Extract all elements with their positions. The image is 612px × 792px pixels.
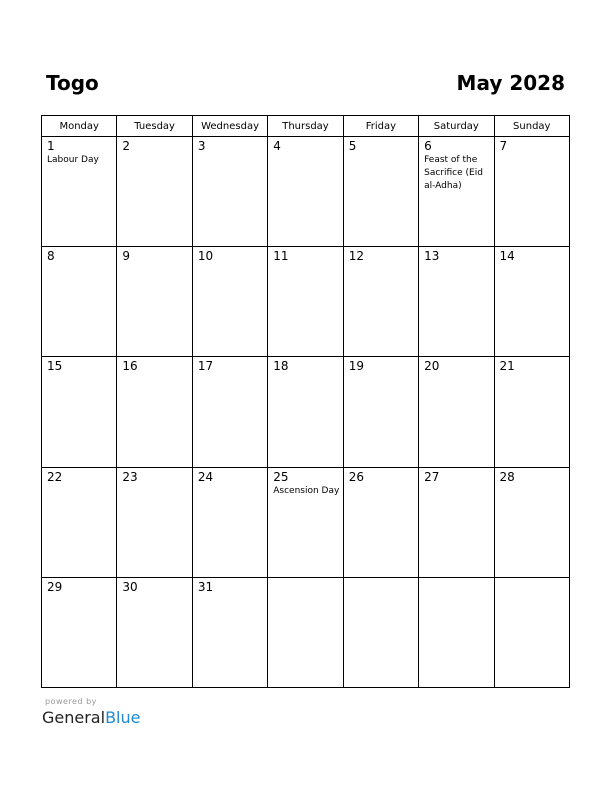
day-cell [42, 577, 117, 687]
day-cell [343, 137, 418, 247]
day-cell [42, 357, 117, 467]
weekday-sunday: Sunday [494, 116, 569, 137]
day-number: 29 [47, 579, 63, 594]
week-row [42, 137, 570, 247]
weekday-wednesday: Wednesday [192, 116, 267, 137]
day-number: 24 [197, 469, 214, 484]
day-cell [268, 137, 343, 247]
week-row [42, 467, 570, 577]
day-number: 1 [47, 139, 55, 153]
day-number: 27 [424, 469, 440, 484]
day-number: 12 [348, 249, 364, 264]
holiday-label: Labour Day [47, 155, 99, 165]
day-cell [192, 467, 267, 577]
day-number: 25 [273, 469, 289, 484]
day-number: 2 [122, 139, 131, 153]
day-cell [494, 357, 569, 467]
calendar-grid [41, 115, 570, 688]
holiday-label: Feast of the Sacrifice (Eid al-Adha) [424, 155, 483, 191]
day-cell [117, 247, 192, 357]
generalblue-logo [42, 708, 140, 728]
brand-blue-text: Blue [105, 708, 141, 727]
day-number: 13 [424, 249, 440, 264]
day-number: 31 [197, 579, 214, 594]
weekday-friday: Friday [343, 116, 418, 137]
day-number: 15 [47, 359, 63, 374]
day-cell [419, 467, 494, 577]
day-number: 7 [499, 139, 508, 153]
day-cell [494, 577, 569, 687]
day-number: 3 [197, 139, 206, 153]
day-cell [343, 467, 418, 577]
day-cell [419, 247, 494, 357]
day-cell [419, 357, 494, 467]
day-cell [268, 577, 343, 687]
day-cell [268, 467, 343, 577]
day-number: 14 [499, 249, 515, 264]
weekday-thursday: Thursday [268, 116, 343, 137]
day-cell [117, 357, 192, 467]
day-cell [494, 467, 569, 577]
day-cell [494, 247, 569, 357]
day-number: 21 [499, 359, 515, 374]
day-number: 22 [47, 469, 63, 484]
day-cell [117, 577, 192, 687]
day-number: 23 [122, 469, 138, 484]
day-number: 26 [348, 469, 364, 484]
day-cell [419, 577, 494, 687]
day-cell [419, 137, 494, 247]
day-number: 9 [122, 249, 131, 264]
day-number: 30 [122, 579, 138, 594]
powered-by-label: powered by [45, 697, 97, 706]
weekday-header-row [42, 116, 570, 137]
day-cell [343, 247, 418, 357]
weekday-tuesday: Tuesday [117, 116, 192, 137]
day-cell [192, 577, 267, 687]
footer-branding [42, 697, 140, 728]
brand-general-text: General [42, 708, 106, 727]
day-cell [268, 357, 343, 467]
day-number: 10 [197, 249, 214, 264]
day-cell [42, 137, 117, 247]
day-cell [494, 137, 569, 247]
month-title: May 2028 [456, 71, 565, 95]
day-cell [192, 357, 267, 467]
day-cell [117, 137, 192, 247]
day-number: 18 [273, 359, 289, 374]
week-row [42, 357, 570, 467]
day-number: 17 [197, 359, 214, 374]
day-cell [192, 247, 267, 357]
day-cell [343, 357, 418, 467]
day-number: 28 [499, 469, 515, 484]
weekday-monday: Monday [42, 116, 117, 137]
day-number: 11 [273, 249, 289, 264]
weekday-saturday: Saturday [419, 116, 494, 137]
day-cell [268, 247, 343, 357]
day-cell [343, 577, 418, 687]
day-number: 16 [122, 359, 138, 374]
day-number: 8 [47, 249, 55, 264]
day-number: 4 [273, 139, 281, 153]
day-cell [42, 247, 117, 357]
day-number: 19 [348, 359, 364, 374]
holiday-label: Ascension Day [273, 485, 340, 496]
day-cell [42, 467, 117, 577]
day-cell [192, 137, 267, 247]
week-row [42, 577, 570, 687]
day-number: 20 [424, 359, 440, 374]
country-title: Togo [46, 71, 99, 95]
week-row [42, 247, 570, 357]
day-cell [117, 467, 192, 577]
day-number: 5 [348, 139, 357, 153]
day-number: 6 [424, 139, 432, 153]
